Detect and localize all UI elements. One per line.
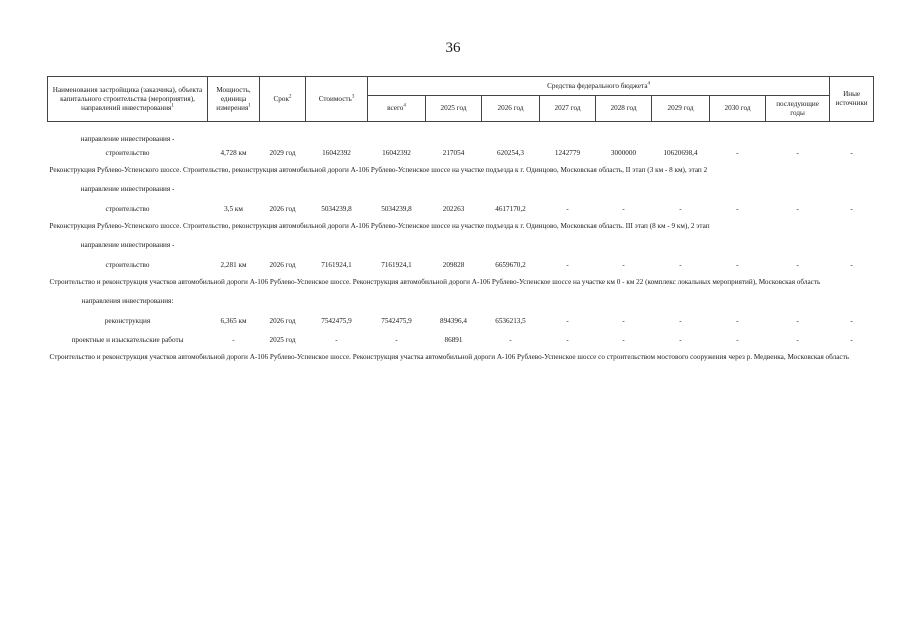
table-row: [48, 122, 874, 145]
capacity-cell: 4,728 км: [220, 149, 247, 157]
object-name: Реконструкция Рублево-Успенского шоссе. Строительство, реконструкция автомобильной дороги А-106 Рублево-Успенское шоссе на участке подъезда к г. Одинцово, Московская область, II этап (3 км - 8 км), этап 2: [49, 166, 708, 174]
table-row: [48, 234, 874, 256]
direction-value: строительство: [105, 149, 150, 157]
direction-label: направление инвестирования -: [80, 184, 175, 193]
y2030-cell: -: [736, 261, 739, 269]
header-term: Срок$^2$: [260, 77, 306, 122]
y2026-cell: 6659670,2: [495, 261, 526, 269]
term-cell: 2029 год: [269, 149, 296, 157]
later-cell: -: [796, 261, 799, 269]
direction-value: строительство: [105, 205, 150, 213]
header-capacity: Мощность, единица измерения$^1$: [208, 77, 260, 122]
y2027-cell: -: [566, 317, 569, 325]
cost-cell: -: [335, 336, 338, 344]
total-cell: 7542475,9: [381, 317, 412, 325]
budget-table: [47, 76, 874, 365]
total-cell: -: [395, 336, 398, 344]
y2029-cell: -: [679, 317, 682, 325]
table-row: [48, 219, 874, 234]
y2026-cell: 4617170,2: [495, 205, 526, 213]
table-row: [48, 312, 874, 331]
table-row: [48, 290, 874, 312]
y2025-cell: 894396,4: [440, 317, 467, 325]
y2028-cell: 3000000: [610, 149, 637, 157]
y2026-cell: -: [509, 336, 512, 344]
table-row: [48, 256, 874, 275]
y2030-cell: -: [736, 317, 739, 325]
later-cell: -: [796, 149, 799, 157]
capacity-cell: 3,5 км: [224, 205, 243, 213]
later-cell: -: [796, 205, 799, 213]
y2025-cell: 202263: [442, 205, 465, 213]
table-row: [48, 200, 874, 219]
term-cell: 2026 год: [269, 205, 296, 213]
header-2030: 2030 год: [710, 96, 766, 122]
y2026-cell: 620254,3: [497, 149, 524, 157]
capacity-cell: -: [232, 336, 235, 344]
header-2028: 2028 год: [596, 96, 652, 122]
term-cell: 2025 год: [269, 336, 296, 344]
table-row: [48, 275, 874, 290]
direction-value: строительство: [105, 261, 150, 269]
page-number: 36: [445, 40, 461, 56]
y2028-cell: -: [622, 205, 625, 213]
y2029-cell: -: [679, 261, 682, 269]
capacity-cell: 6,365 км: [220, 317, 247, 325]
total-cell: 16042392: [382, 149, 411, 157]
y2028-cell: -: [622, 261, 625, 269]
other-cell: -: [850, 336, 853, 344]
y2029-cell: 10620698,4: [663, 149, 698, 157]
other-cell: -: [850, 317, 853, 325]
y2026-cell: 6536213,5: [495, 317, 526, 325]
later-cell: -: [796, 336, 799, 344]
direction-value: реконструкция: [104, 317, 151, 325]
total-cell: 5034239,8: [381, 205, 412, 213]
object-name: Строительство и реконструкция участков автомобильной дороги А-106 Рублево-Успенское шоссе. Реконструкция участка автомобильной дороги А-106 Рублево-Успенское шоссе со строительством мостового сооружения через р. Медвенка, Московская область: [49, 353, 850, 361]
term-cell: 2026 год: [269, 261, 296, 269]
later-cell: -: [796, 317, 799, 325]
cost-cell: 16042392: [322, 149, 351, 157]
capacity-cell: 2,281 км: [220, 261, 247, 269]
y2028-cell: -: [622, 336, 625, 344]
table-row: [48, 144, 874, 163]
table-row: [48, 331, 874, 350]
y2025-cell: 209828: [442, 261, 465, 269]
y2027-cell: -: [566, 205, 569, 213]
y2030-cell: -: [736, 149, 739, 157]
direction-label: направление инвестирования -: [80, 240, 175, 249]
y2030-cell: -: [736, 205, 739, 213]
direction-label: направление инвестирования -: [80, 135, 175, 143]
y2029-cell: -: [679, 205, 682, 213]
other-cell: -: [850, 149, 853, 157]
object-name: Реконструкция Рублево-Успенского шоссе. Строительство, реконструкция автомобильной дороги А-106 Рублево-Успенское шоссе на участке подъезда к г. Одинцово, Московская область. III этап (8 км - 9 км), 2 этап: [49, 222, 710, 230]
table-row: [48, 178, 874, 200]
cost-cell: 5034239,8: [321, 205, 352, 213]
y2025-cell: 86891: [444, 336, 463, 344]
header-name: Наименования застройщика (заказчика), объекта капитального строительства (мероприятия), направлений инвестирования$^1$: [48, 77, 208, 122]
y2025-cell: 217054: [442, 149, 465, 157]
header-2029: 2029 год: [652, 96, 710, 122]
header-cost: Стоимость$^3$: [306, 77, 368, 122]
table-row: [48, 163, 874, 178]
header-total: всего$^4$: [368, 96, 426, 122]
header-2025: 2025 год: [426, 96, 482, 122]
y2028-cell: -: [622, 317, 625, 325]
header-row-1: [48, 77, 874, 96]
y2027-cell: 1242779: [554, 149, 581, 157]
direction-value: проектные и изыскательские работы: [71, 336, 184, 344]
other-cell: -: [850, 261, 853, 269]
header-2027: 2027 год: [540, 96, 596, 122]
header-other-sources: Иные источники: [830, 77, 874, 122]
y2027-cell: -: [566, 336, 569, 344]
object-name: Строительство и реконструкция участков автомобильной дороги А-106 Рублево-Успенское шоссе. Реконструкция автомобильной дороги А-106 Рублево-Успенское шоссе на участке км 0 - км 22 (комплекс локальных мероприятий), Московская область: [49, 278, 821, 286]
y2027-cell: -: [566, 261, 569, 269]
header-2026: 2026 год: [482, 96, 540, 122]
total-cell: 7161924,1: [381, 261, 412, 269]
header-later-years: последующие годы: [766, 96, 830, 122]
table-row: [48, 350, 874, 365]
direction-label: направления инвестирования:: [81, 296, 174, 305]
y2029-cell: -: [679, 336, 682, 344]
other-cell: -: [850, 205, 853, 213]
term-cell: 2026 год: [269, 317, 296, 325]
y2030-cell: -: [736, 336, 739, 344]
cost-cell: 7542475,9: [321, 317, 352, 325]
header-federal-budget: Средства федерального бюджета$^4$: [368, 77, 830, 96]
cost-cell: 7161924,1: [321, 261, 352, 269]
